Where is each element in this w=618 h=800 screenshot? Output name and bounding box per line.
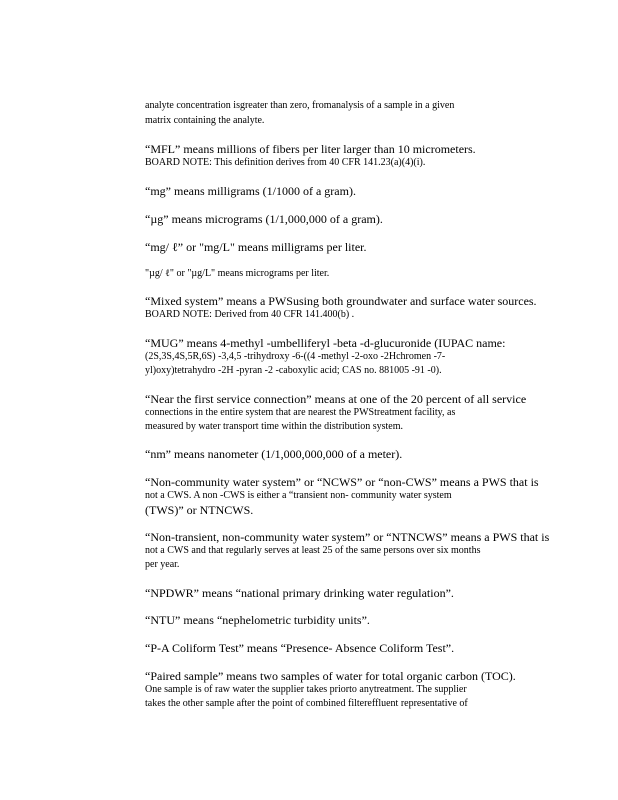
text-line: analyte concentration isgreater than zero, fromanalysis of a sample in a given bbox=[145, 100, 455, 111]
definition-pa-coliform: “P-A Coliform Test” means “Presence- Absence Coliform Test”. bbox=[145, 641, 455, 655]
definition-paired-sample: “Paired sample” means two samples of water for total organic carbon (TOC). bbox=[145, 669, 516, 683]
text-line: matrix containing the analyte. bbox=[145, 115, 265, 126]
text-line: (TWS)” or NTNCWS. bbox=[145, 503, 254, 517]
definition-ntu: “NTU” means “nephelometric turbidity units”. bbox=[145, 613, 370, 627]
text-line: BOARD NOTE: This definition derives from 40 CFR 141.23(a)(4)(i). bbox=[145, 157, 426, 168]
text-line: connections in the entire system that are nearest the PWStreatment facility, as bbox=[145, 407, 456, 418]
definition-mg-l: “mg/ ℓ” or "mg/L" means milligrams per liter. bbox=[145, 240, 367, 254]
definition-ncws: “Non-community water system” or “NCWS” or “non-CWS” means a PWS that is bbox=[145, 475, 539, 489]
definition-near-first-service: “Near the first service connection” means at one of the 20 percent of all service bbox=[145, 392, 527, 406]
definition-ug-l: "µg/ ℓ" or "µg/L" means micrograms per liter. bbox=[145, 268, 330, 279]
definition-ug: “µg” means micrograms (1/1,000,000 of a gram). bbox=[145, 212, 383, 226]
text-line: One sample is of raw water the supplier takes priorto anytreatment. The supplier bbox=[145, 684, 467, 695]
definition-npdwr: “NPDWR” means “national primary drinking water regulation”. bbox=[145, 586, 454, 600]
text-line: measured by water transport time within the distribution system. bbox=[145, 421, 404, 432]
text-line: takes the other sample after the point of combined filtereffluent representative of bbox=[145, 698, 468, 709]
definition-nm: “nm” means nanometer (1/1,000,000,000 of a meter). bbox=[145, 447, 403, 461]
definition-mug: “MUG” means 4-methyl -umbelliferyl -beta -d-glucuronide (IUPAC name: bbox=[145, 336, 506, 350]
definition-mfl: “MFL” means millions of fibers per liter larger than 10 micrometers. bbox=[145, 142, 476, 156]
text-line: yl)oxy)tetrahydro -2H -pyran -2 -caboxylic acid; CAS no. 881005 -91 -0). bbox=[145, 365, 442, 376]
definition-mg: “mg” means milligrams (1/1000 of a gram). bbox=[145, 184, 356, 198]
text-line: BOARD NOTE: Derived from 40 CFR 141.400(b) . bbox=[145, 309, 355, 320]
text-line: not a CWS and that regularly serves at least 25 of the same persons over six months bbox=[145, 545, 481, 556]
definition-ntncws: “Non-transient, non-community water system” or “NTNCWS” means a PWS that is bbox=[145, 530, 550, 544]
text-line: per year. bbox=[145, 559, 180, 570]
text-line: not a CWS. A non -CWS is either a “transient non- community water system bbox=[145, 490, 452, 501]
definition-mixed-system: “Mixed system” means a PWSusing both groundwater and surface water sources. bbox=[145, 294, 537, 308]
text-line: (2S,3S,4S,5R,6S) -3,4,5 -trihydroxy -6-((4 -methyl -2-oxo -2Hchromen -7- bbox=[145, 351, 446, 362]
